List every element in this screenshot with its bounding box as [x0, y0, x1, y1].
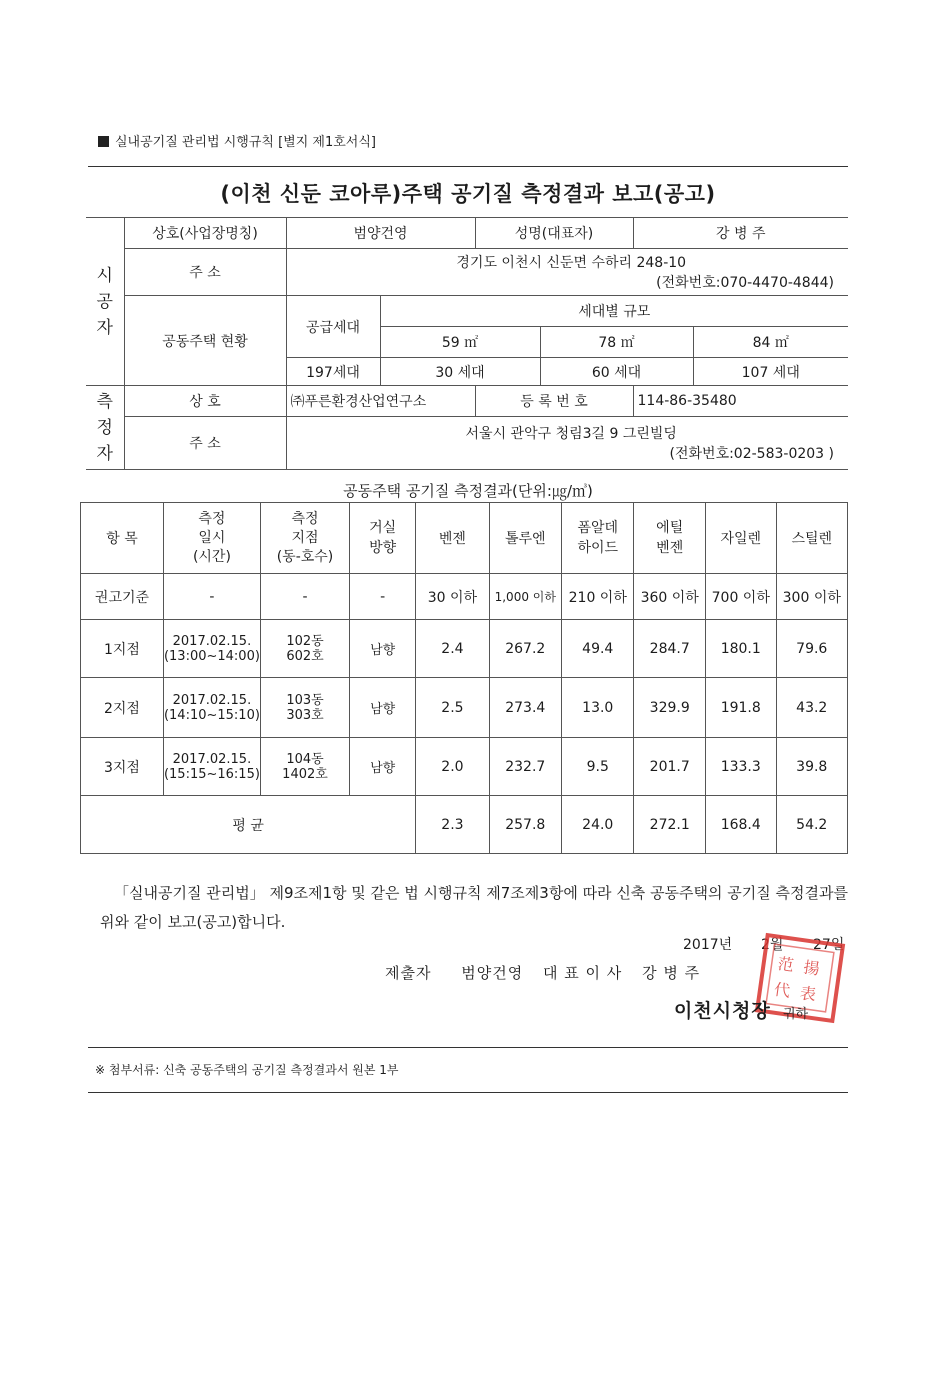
table-row — [81, 738, 848, 796]
row-datetime: 2017.02.15. (15:15~16:15) — [163, 738, 260, 796]
unit-size-label: 세대별 규모 — [380, 296, 848, 327]
average-value: 54.2 — [776, 796, 847, 854]
table-row — [81, 620, 848, 678]
row-value: 79.6 — [776, 620, 847, 678]
row-value: 2.0 — [416, 738, 489, 796]
standard-datetime: - — [163, 574, 260, 620]
row-value: 9.5 — [562, 738, 634, 796]
row-label: 1지점 — [81, 620, 164, 678]
row-value: 133.3 — [705, 738, 776, 796]
row-location: 104동 1402호 — [260, 738, 349, 796]
ethylbenzene-header: 에틸 벤젠 — [634, 503, 706, 574]
average-value: 272.1 — [634, 796, 706, 854]
measurer-address: 서울시 관악구 청림3길 9 그린빌딩 (전화번호:02-583-0203 ) — [286, 417, 848, 470]
standard-value: 360 이하 — [634, 574, 706, 620]
attachment-note: ※ 첨부서류: 신축 공동주택의 공기질 측정결과서 원본 1부 — [95, 1063, 399, 1077]
row-label: 2지점 — [81, 678, 164, 738]
row-value: 267.2 — [489, 620, 562, 678]
date-year: 2017년 — [683, 937, 733, 953]
row-location: 103동 303호 — [260, 678, 349, 738]
average-value: 24.0 — [562, 796, 634, 854]
average-value: 168.4 — [705, 796, 776, 854]
size-59: 59 ㎡ — [380, 327, 540, 358]
builder-addr-label: 주 소 — [124, 249, 286, 296]
standard-row — [81, 574, 848, 620]
recipient-name: 이천시청장 — [674, 1000, 771, 1022]
row-value: 180.1 — [705, 620, 776, 678]
row-value: 13.0 — [562, 678, 634, 738]
measurer-side-label: 측 정 자 — [86, 386, 124, 470]
square-bullet-icon — [98, 136, 109, 147]
registration-label: 등 록 번 호 — [475, 386, 633, 417]
row-label: 3지점 — [81, 738, 164, 796]
size-84: 84 ㎡ — [693, 327, 848, 358]
standard-value: 30 이하 — [416, 574, 489, 620]
standard-value: 300 이하 — [776, 574, 847, 620]
attachment-bottom-rule — [88, 1092, 848, 1093]
row-value: 273.4 — [489, 678, 562, 738]
standard-value: 1,000 이하 — [489, 574, 562, 620]
document-title: (이천 신둔 코아루)주택 공기질 측정결과 보고(공고) — [220, 182, 716, 206]
average-label: 평 균 — [81, 796, 416, 854]
row-value: 191.8 — [705, 678, 776, 738]
attachment-top-rule — [88, 1047, 848, 1048]
submitter-company: 범양건영 — [461, 964, 524, 982]
air-quality-results-table — [80, 502, 848, 854]
row-location: 102동 602호 — [260, 620, 349, 678]
row-datetime: 2017.02.15. (14:10~15:10) — [163, 678, 260, 738]
standard-value: 700 이하 — [705, 574, 776, 620]
builder-name-label: 상호(사업장명칭) — [124, 218, 286, 249]
date-day: 27일 — [813, 937, 845, 953]
styrene-header: 스틸렌 — [776, 503, 847, 574]
recipient-suffix: 귀하 — [783, 1007, 809, 1022]
registration-number: 114-86-35480 — [633, 386, 848, 417]
row-value: 43.2 — [776, 678, 847, 738]
average-row — [81, 796, 848, 854]
row-value: 2.4 — [416, 620, 489, 678]
builder-rep-label: 성명(대표자) — [475, 218, 633, 249]
xylene-header: 자일렌 — [705, 503, 776, 574]
row-direction: 남향 — [350, 678, 416, 738]
row-value: 2.5 — [416, 678, 489, 738]
units-84: 107 세대 — [693, 358, 848, 386]
submitter-line — [385, 962, 700, 983]
average-value: 2.3 — [416, 796, 489, 854]
row-direction: 남향 — [350, 620, 416, 678]
benzene-header: 벤젠 — [416, 503, 489, 574]
submitter-title: 대 표 이 사 — [543, 964, 623, 982]
standard-value: 210 이하 — [562, 574, 634, 620]
seal-glyph: 表 — [798, 983, 818, 1005]
supply-label: 공급세대 — [286, 296, 380, 358]
measurer-addr-label: 주 소 — [124, 417, 286, 470]
party-info-table — [86, 217, 848, 470]
item-header: 항 목 — [81, 503, 164, 574]
row-direction: 남향 — [350, 738, 416, 796]
units-59: 30 세대 — [380, 358, 540, 386]
size-78: 78 ㎡ — [540, 327, 693, 358]
seal-glyph: 揚 — [802, 957, 821, 979]
standard-label: 권고기준 — [81, 574, 164, 620]
builder-name: 범양건영 — [286, 218, 475, 249]
row-value: 39.8 — [776, 738, 847, 796]
total-units: 197세대 — [286, 358, 380, 386]
seal-glyph: 范 — [776, 953, 796, 975]
row-datetime: 2017.02.15. (13:00~14:00) — [163, 620, 260, 678]
table-row — [81, 678, 848, 738]
average-value: 257.8 — [489, 796, 562, 854]
date-month: 2월 — [761, 937, 784, 953]
builder-address: 경기도 이천시 신둔면 수하리 248-10 (전화번호:070-4470-4844) — [286, 249, 848, 296]
row-value: 284.7 — [634, 620, 706, 678]
builder-rep: 강 병 주 — [633, 218, 848, 249]
row-value: 201.7 — [634, 738, 706, 796]
header-row — [81, 503, 848, 574]
formaldehyde-header: 폼알데 하이드 — [562, 503, 634, 574]
units-78: 60 세대 — [540, 358, 693, 386]
form-reference-note: 실내공기질 관리법 시행규칙 [별지 제1호서식] — [98, 131, 376, 150]
measurer-name: ㈜푸른환경산업연구소 — [286, 386, 475, 417]
row-value: 232.7 — [489, 738, 562, 796]
top-rule — [88, 166, 848, 167]
direction-header: 거실 방향 — [350, 503, 416, 574]
results-caption: 공동주택 공기질 측정결과(단위:㎍/㎥) — [343, 482, 593, 500]
datetime-header: 측정 일시 (시간) — [163, 503, 260, 574]
measurer-name-label: 상 호 — [124, 386, 286, 417]
submitter-label: 제출자 — [385, 964, 432, 982]
housing-status-label: 공동주택 현황 — [124, 296, 286, 386]
builder-side-label: 시 공 자 — [86, 218, 124, 386]
row-value: 49.4 — [562, 620, 634, 678]
seal-glyph: 代 — [772, 979, 792, 1001]
row-value: 329.9 — [634, 678, 706, 738]
location-header: 측정 지점 (동-호수) — [260, 503, 349, 574]
declaration-text: 「실내공기질 관리법」 제9조제1항 및 같은 법 시행규칙 제7조제3항에 따라 신축 공동주택의 공기질 측정결과를 위와 같이 보고(공고)합니다. — [100, 884, 848, 931]
toluene-header: 톨루엔 — [489, 503, 562, 574]
submitter-name: 강 병 주 — [642, 964, 701, 982]
standard-direction: - — [350, 574, 416, 620]
standard-location: - — [260, 574, 349, 620]
